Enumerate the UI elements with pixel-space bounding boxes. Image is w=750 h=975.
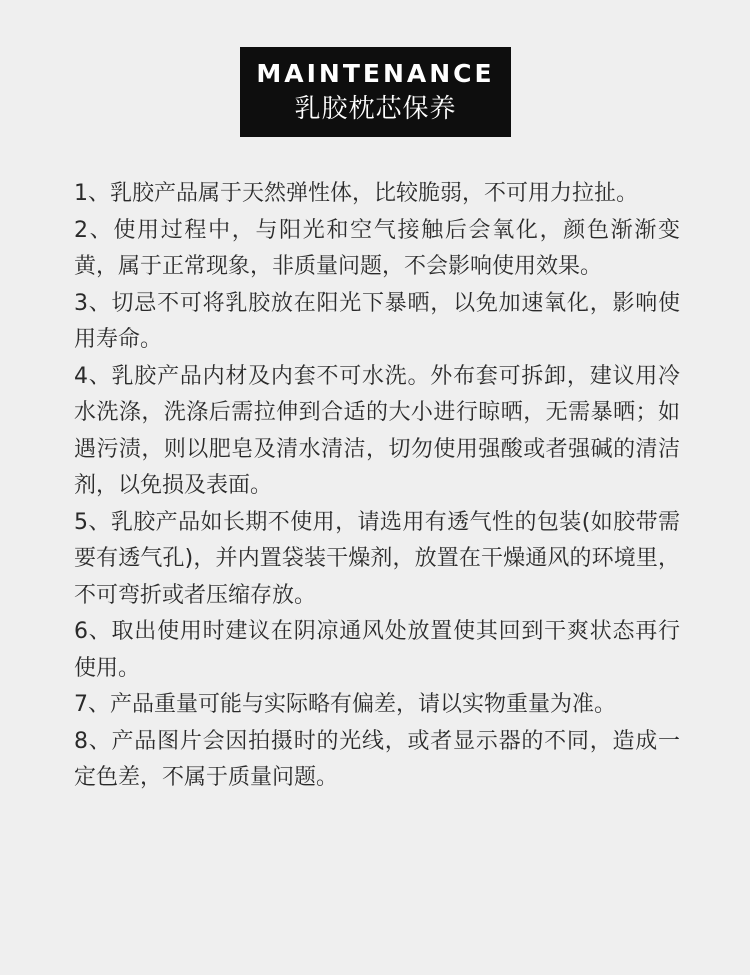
maintenance-item-1: 1、乳胶产品属于天然弹性体，比较脆弱，不可用力拉扯。 bbox=[74, 181, 638, 206]
title-chinese: 乳胶枕芯保养 bbox=[294, 94, 457, 124]
title-box bbox=[240, 47, 511, 137]
maintenance-item-8: 8、产品图片会因拍摄时的光线，或者显示器的不同，造成一定色差，不属于质量问题。 bbox=[74, 728, 680, 790]
maintenance-item-4: 4、乳胶产品内材及内套不可水洗。外布套可拆卸，建议用冷水洗涤，洗涤后需拉伸到合适的大小进行晾晒，无需暴晒；如遇污渍，则以肥皂及清水清洁，切勿使用强酸或者强碱的清洁剂，以免损及表面。 bbox=[74, 363, 680, 498]
maintenance-list bbox=[74, 176, 680, 797]
maintenance-item-5: 5、乳胶产品如长期不使用，请选用有透气性的包装(如胶带需要有透气孔)，并内置袋装干燥剂，放置在干燥通风的环境里，不可弯折或者压缩存放。 bbox=[74, 509, 680, 608]
maintenance-item-2: 2、使用过程中，与阳光和空气接触后会氧化，颜色渐渐变黄，属于正常现象，非质量问题，不会影响使用效果。 bbox=[74, 217, 680, 279]
maintenance-item-6: 6、取出使用时建议在阴凉通风处放置使其回到干爽状态再行使用。 bbox=[74, 619, 680, 681]
maintenance-item-7: 7、产品重量可能与实际略有偏差，请以实物重量为准。 bbox=[74, 692, 616, 717]
title-english: MAINTENANCE bbox=[256, 59, 495, 88]
maintenance-item-3: 3、切忌不可将乳胶放在阳光下暴晒，以免加速氧化，影响使用寿命。 bbox=[74, 290, 680, 352]
